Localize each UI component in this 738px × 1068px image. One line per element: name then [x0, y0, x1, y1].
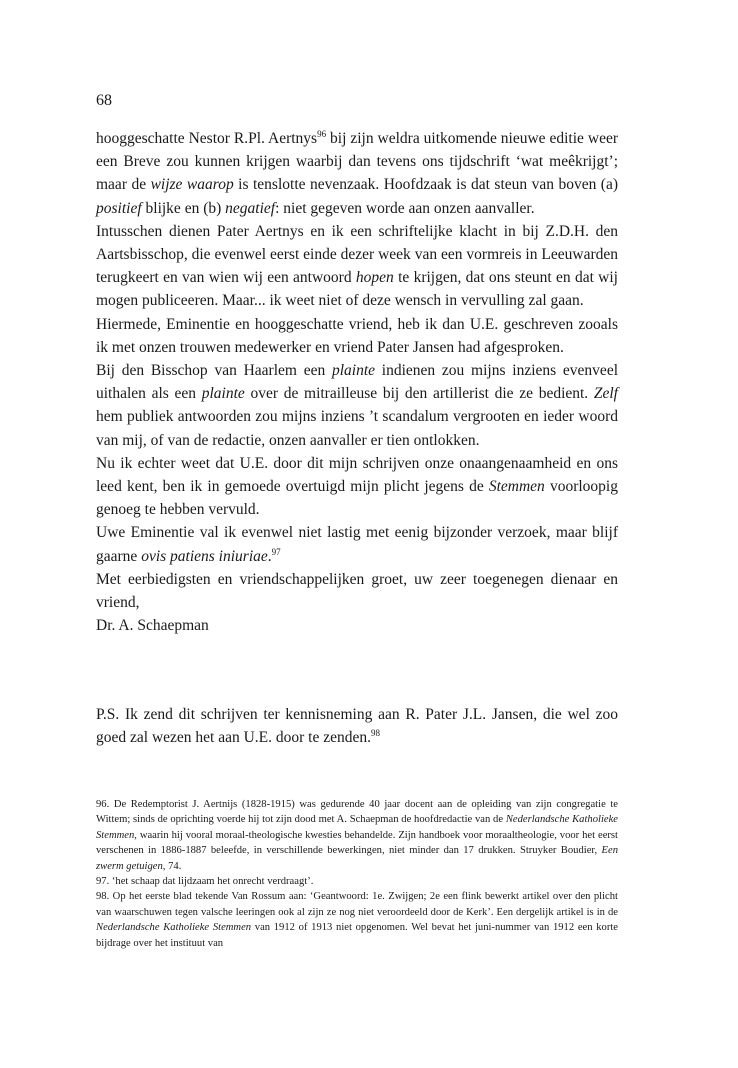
text-run: , waarin hij vooral moraal-theologische kwesties behandelde. Zijn handboek voor moraaltheologie, voor het eerst verschenen in 1886-1887 beleefde, in verschillende bewerkingen, niet minder dan 17 drukken. Struyker Boudier,: [96, 829, 618, 857]
signature: Dr. A. Schaepman: [96, 617, 209, 635]
text-run: over de mitrailleuse bij den artillerist die ze bedient.: [244, 385, 594, 403]
text-run: van 1912 of 1913 niet opgenomen. Wel bevat het juni-nummer van 1912 een korte bijdrage over het instituut van: [96, 922, 618, 949]
text-run: is tenslotte nevenzaak. Hoofdzaak is dat steun van boven (a): [233, 176, 619, 194]
footnote: [96, 797, 618, 874]
italic-text: hopen: [355, 269, 394, 287]
italic-text: negatief: [225, 199, 276, 217]
italic-text: Nederlandsche Katholieke Stemmen: [96, 922, 252, 934]
italic-text: ovis patiens iniuriae: [141, 547, 268, 565]
text-run: hooggeschatte Nestor R.Pl. Aertnys: [96, 130, 318, 147]
italic-text: Zelf: [593, 385, 618, 403]
text-run: te krijgen, dat ons steunt en dat wij mogen publiceeren. Maar... ik weet niet of deze wensch in vervulling zal gaan.: [96, 269, 618, 310]
text-run: Hiermede, Eminentie en hooggeschatte vriend, heb ik dan U.E. geschreven zooals ik met onzen trouwen medewerker en vriend Pater Jansen had afgesproken.: [96, 315, 618, 356]
footnote-ref: 96: [317, 128, 327, 139]
italic-text: Nederlandsche Katholieke Stemmen: [96, 814, 618, 841]
text-run: : niet gegeven worde aan onzen aanvaller.: [275, 199, 535, 217]
letter-paragraphs: [96, 127, 618, 614]
text-run: .: [267, 547, 272, 565]
paragraph: [96, 521, 618, 567]
italic-text: plainte: [331, 362, 376, 380]
text-run: hem publiek antwoorden zou mijns inziens ’t scandalum vergrooten en ieder woord van mij, of van de redactie, onzen aanvaller er tien ontlokken.: [96, 408, 618, 449]
text-run: Nu ik echter weet dat U.E. door dit mijn schrijven onze onaangenaamheid en ons leed kent, ben ik in gemoede overtuigd mijn plicht jegens de: [96, 454, 618, 496]
italic-text: Een zwerm getuigen: [96, 845, 618, 872]
footnote: [96, 889, 618, 951]
text-run: , 74.: [162, 860, 182, 872]
footnote: [96, 874, 618, 889]
paragraph: [96, 127, 618, 220]
italic-text: wijze waarop: [150, 176, 234, 194]
italic-text: positief: [96, 199, 142, 217]
text-run: blijke en (b): [141, 199, 226, 217]
text-run: indienen zou mijns inziens evenveel uithalen als een: [96, 362, 618, 403]
footnote-ref: 98: [371, 728, 380, 739]
italic-text: plainte: [201, 385, 245, 403]
paragraph: [96, 313, 618, 359]
text-run: 98. Op het eerste blad tekende Van Rossum aan: ‘Geantwoord: 1e. Zwijgen; 2e een flink bewerkt artikel over den plicht van waarschuwen tegen valsche leeringen ook al zijn ze nog niet veroordeeld door de Kerk’. Een dergelijk artikel is in de: [96, 891, 618, 918]
paragraph: [96, 359, 618, 452]
footnotes: [96, 797, 618, 951]
text-run: P.S. Ik zend dit schrijven ter kennisneming aan R. Pater J.L. Jansen, die wel zoo goed zal wezen het aan U.E. door te zenden.: [96, 706, 618, 747]
text-run: Uwe Eminentie val ik evenwel niet lastig met eenig bijzonder verzoek, maar blijf gaarne: [96, 524, 618, 565]
letter-body: [96, 127, 618, 637]
paragraph: [96, 568, 618, 614]
postscript-text: [96, 703, 618, 749]
postscript: [96, 703, 618, 749]
text-run: Met eerbiedigsten en vriendschappelijken groet, uw zeer toegenegen dienaar en vriend,: [96, 570, 618, 612]
footnote-ref: 97: [271, 546, 281, 557]
paragraph: [96, 452, 618, 522]
page-number: 68: [96, 92, 112, 109]
text-run: 97. ‘het schaap dat lijdzaam het onrecht verdraagt’.: [96, 876, 314, 888]
text-run: 96. De Redemptorist J. Aertnijs (1828-1915) was gedurende 40 jaar docent aan de opleiding van zijn congregatie te Wittem; sinds de oprichting voerde hij tot zijn dood met A. Schaepman de hoofdredactie van de: [96, 799, 618, 826]
text-run: Intusschen dienen Pater Aertnys en ik een schriftelijke klacht in bij Z.D.H. den Aartsbisschop, die evenwel eerst einde dezer week van een vormreis in Leeuwarden terugkeert en van wien wij een antwoord: [96, 222, 618, 287]
paragraph: [96, 220, 618, 313]
text-run: bij zijn weldra uitkomende nieuwe editie weer een Breve zou kunnen krijgen waarbij dan tevens ons tijdschrift ‘wat meêkrijgt’; maar de: [96, 130, 618, 194]
text-run: Bij den Bisschop van Haarlem een: [96, 362, 332, 380]
text-run: voorloopig genoeg te hebben vervuld.: [96, 478, 618, 519]
italic-text: Stemmen: [488, 478, 545, 496]
